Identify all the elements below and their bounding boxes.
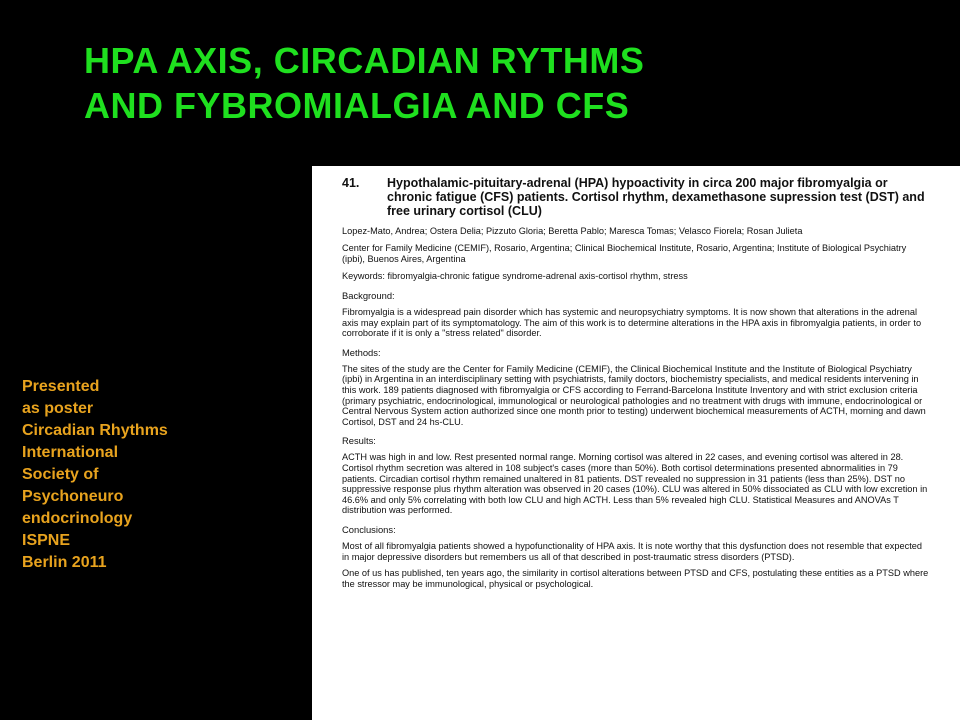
presentation-note-line: ISPNE [22, 532, 71, 549]
abstract-document-image [312, 166, 960, 720]
methods-heading: Methods: [342, 346, 381, 358]
slide-title [84, 38, 884, 128]
abstract-affiliation: Center for Family Medicine (CEMIF), Rosario, Argentina; Clinical Biochemical Institute, Rosario, Argentina; Institute of Biological Psychiatry (ipbi), Buenos Aires, Argentina [342, 243, 907, 264]
abstract-title: Hypothalamic-pituitary-adrenal (HPA) hypoactivity in circa 200 major fibromyalgia or chronic fatigue (CFS) patients. Cortisol rhythm, dexamethasone supression test (DST) and free urinary cortisol (CLU) [387, 176, 925, 218]
results-heading: Results: [342, 435, 376, 447]
background-heading: Background: [342, 290, 395, 301]
abstract-keywords: Keywords: fibromyalgia-chronic fatigue syndrome-adrenal axis-cortisol rhythm, stress [342, 271, 688, 281]
background-text: Fibromyalgia is a widespread pain disorder which has systemic and neuropsychiatry symptoms. It is now shown that alterations in the adrenal axis may explain part of its symptomatology. The aim of this work is to determine alterations in the HPA axis in fibromyalgia patients, in order to corroborate if it is only a "stress related" disorder. [342, 307, 922, 339]
presentation-note-line: endocrinology [22, 510, 133, 527]
closing-text: One of us has published, ten years ago, the similarity in cortisol alterations between PTSD and CFS, postulating these entities as a PTSD where the stressor may be immunological, physical or psychological. [342, 568, 929, 589]
presentation-note [22, 376, 242, 574]
presentation-note-line: International [22, 444, 119, 461]
presentation-note-line: Berlin 2011 [22, 554, 107, 571]
methods-text: The sites of the study are the Center for Family Medicine (CEMIF), the Clinical Biochemical Institute and the Institute of Biological Psychiatry (ipbi) in Argentina in an interdisciplinary setting with psychiatrists, family doctors, biochemistry specialists, and medical residents intervening in this work. 189 patients diagnosed with fibromyalgia or CFS according to Ferrand-Barcelona Institute Inventory and with strict exclusion criteria (primary psychiatric, endocrinological, immunological or neurological pathologies and no treatment with drugs with immune, endocrinological or Central Nervous System action authorized since one month prior to testing) underwent biochemical measurements of ACTH, morning and dawn Cortisol, DST and 24 hs-CLU. [342, 363, 926, 427]
slide-title-line-1: HPA AXIS, CIRCADIAN RYTHMS [84, 40, 645, 81]
presentation-note-line: Psychoneuro [22, 488, 124, 505]
slide-title-line-2: AND FYBROMIALGIA AND CFS [84, 85, 630, 126]
presentation-note-line: Presented [22, 378, 100, 395]
conclusions-heading: Conclusions: [342, 523, 396, 535]
presentation-note-line: Circadian Rhythms [22, 422, 168, 439]
results-text: ACTH was high in and low. Rest presented normal range. Morning cortisol was altered in 22 cases, and evening cortisol was altered in 28. Cortisol rhythm secretion was altered in 108 subject's cases (more than 50%). Both cortisol determinations presented abnormalities in 79 patients. Circadian cortisol rhythm remained unaltered in 81 patients. DST revealed no suppression in 31 patients (less than 25%). DST no suppressive response plus rhythm alteration was observed in 20 cases (10%). CLU was altered in 50% dissociated as CLU with low excretion in 46.6% and only 5% correlating with both low CLU and high ACTH. Less than 5% revealed high CLU. Statistical Measures and ANOVAs T distribution was performed. [342, 452, 928, 516]
abstract-authors: Lopez-Mato, Andrea; Ostera Delia; Pizzuto Gloria; Beretta Pablo; Maresca Tomas; Velasco Fiorela; Rosan Julieta [342, 226, 803, 236]
abstract-number: 41. [342, 176, 360, 190]
presentation-note-line: as poster [22, 400, 94, 417]
abstract-header [342, 176, 930, 218]
conclusions-text: Most of all fibromyalgia patients showed a hypofunctionality of HPA axis. It is note worthy that this dysfunction does not resemble that expected in major depressive disorders but remembers us all of that described in post-traumatic stress disorders (PTSD). [342, 540, 922, 562]
presentation-note-line: Society of [22, 466, 99, 483]
